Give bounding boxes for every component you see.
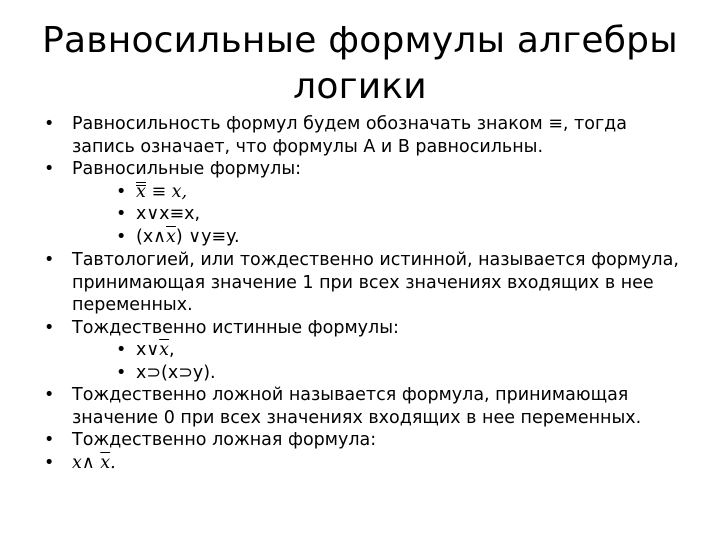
formula-text: x∧ — [72, 452, 101, 473]
double-negation-symbol: x — [136, 181, 146, 202]
bullet-icon: • — [44, 250, 55, 270]
formula-text: , — [169, 340, 175, 360]
slide-title-line2: логики — [293, 66, 427, 107]
bullet-icon: • — [44, 114, 55, 134]
bullet-item — [44, 249, 704, 317]
sub-bullet-item — [44, 226, 704, 249]
negation-symbol: $\overline{x}$ — [166, 226, 176, 247]
formula-text: . — [110, 452, 116, 473]
formula-text: x∨ — [136, 340, 160, 360]
bullet-text: переменных. — [72, 295, 193, 315]
bullet-icon: • — [44, 159, 55, 179]
negation-symbol: $\overline{x}$ — [159, 340, 170, 360]
slide-title — [0, 18, 720, 110]
bullet-icon: • — [116, 204, 127, 224]
bullet-icon: • — [44, 430, 55, 450]
bullet-item — [44, 113, 704, 158]
bullet-icon: • — [116, 226, 127, 247]
bullet-icon: • — [116, 340, 127, 360]
slide-title-line1: Равносильные формулы алгебры — [42, 20, 678, 61]
formula-text: x∨x≡x, — [136, 204, 201, 224]
bullet-text: Тавтологией, или тождественно истинной, называется формула, — [72, 250, 679, 270]
sub-bullet-item — [44, 203, 704, 226]
formula-text: ≡ x, — [145, 181, 188, 202]
negation-symbol: $\overline{x}$ — [100, 452, 111, 473]
formula-text: (x∧ — [136, 226, 166, 247]
formula-text: x⊃(x⊃y). — [136, 362, 216, 383]
bullet-item — [44, 384, 704, 429]
bullet-text: Тождественно ложная формула: — [72, 430, 377, 450]
bullet-text: Равносильные формулы: — [72, 159, 302, 179]
sub-bullet-item — [44, 362, 704, 385]
bullet-icon: • — [44, 385, 55, 405]
bullet-text: Тождественно ложной называется формула, принимающая — [72, 385, 629, 405]
bullet-item — [44, 317, 704, 340]
bullet-text: Тождественно истинные формулы: — [72, 317, 399, 338]
formula-text: ) ∨y≡y. — [175, 226, 240, 247]
bullet-item — [44, 158, 704, 181]
sub-bullet-item — [44, 339, 704, 362]
bullet-item — [44, 452, 704, 475]
bullet-text: Равносильность формул будем обозначать знаком ≡, тогда — [72, 114, 627, 134]
bullet-list — [44, 113, 704, 474]
bullet-icon: • — [44, 452, 55, 473]
bullet-text: принимающая значение 1 при всех значениях входящих в нее — [72, 272, 654, 293]
bullet-text: значение 0 при всех значениях входящих в нее переменных. — [72, 407, 642, 428]
sub-bullet-item — [44, 181, 704, 204]
bullet-icon: • — [44, 317, 55, 338]
bullet-icon: • — [116, 181, 127, 202]
bullet-icon: • — [116, 362, 127, 383]
bullet-item — [44, 429, 704, 452]
bullet-text: запись означает, что формулы А и В равносильны. — [72, 136, 544, 157]
